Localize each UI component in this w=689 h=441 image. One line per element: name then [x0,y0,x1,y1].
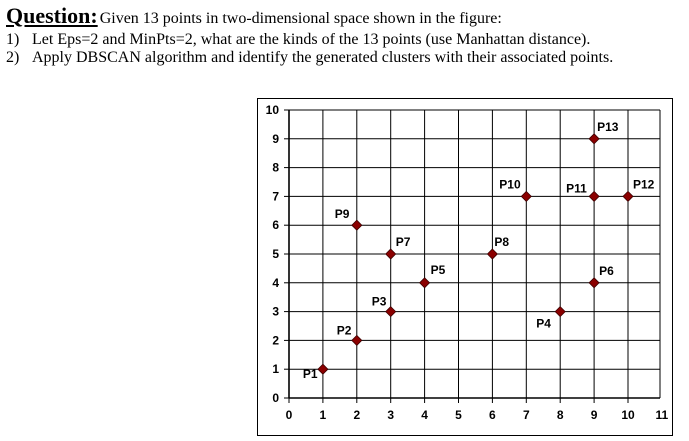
y-tick-label: 1 [272,362,279,377]
y-tick-label: 5 [272,247,279,261]
point-marker-p9 [352,220,362,230]
grid-lines [289,110,660,398]
point-marker-p5 [420,278,430,288]
point-marker-p4 [555,307,565,317]
y-tick-label: 8 [272,160,279,175]
y-tick-labels [266,103,280,405]
x-tick-label: 6 [489,408,496,422]
x-tick-label: 11 [655,408,669,422]
point-marker-p7 [386,249,396,259]
point-label-p7: P7 [395,235,411,249]
point-marker-p12 [623,191,633,201]
point-marker-p1 [318,364,328,374]
point-marker-p2 [352,335,362,345]
y-tick-label: 6 [272,218,279,233]
y-tick-label: 3 [272,304,279,319]
point-label-p6: P6 [599,263,614,278]
x-tick-label: 7 [522,408,530,422]
x-tick-label: 4 [421,408,428,422]
question-label: Question: [6,3,98,28]
point-label-p4: P4 [536,316,551,331]
point-marker-p3 [386,307,396,317]
item-number: 1) [6,31,20,48]
x-tick-label: 8 [556,408,564,422]
y-tick-label: 7 [272,189,279,204]
item-text: Apply DBSCAN algorithm and identify the generated clusters with their associated points. [32,49,614,66]
x-tick-label: 10 [621,408,635,422]
point-label-p9: P9 [334,207,350,222]
point-label-p8: P8 [494,235,510,249]
x-tick-labels [286,408,669,422]
x-tick-label: 9 [590,408,598,422]
point-marker-p10 [521,191,531,201]
point-label-p11: P11 [566,181,587,196]
item-text: Let Eps=2 and MinPts=2, what are the kinds of the 13 points (use Manhattan distance). [32,31,591,48]
x-tick-label: 0 [285,408,293,422]
point-label-p1: P1 [302,367,318,382]
y-tick-label: 0 [272,391,279,405]
x-tick-label: 1 [319,408,327,422]
point-label-p5: P5 [430,262,446,277]
point-marker-p13 [589,134,599,144]
item-number: 2) [6,49,20,66]
point-marker-p11 [589,191,599,201]
point-label-p10: P10 [499,177,521,192]
y-tick-label: 10 [265,103,279,117]
y-tick-label: 9 [272,131,279,146]
point-label-p3: P3 [371,294,387,309]
x-tick-label: 5 [455,408,462,422]
point-label-p13: P13 [597,119,619,134]
y-tick-label: 4 [272,275,279,290]
point-label-p2: P2 [336,323,352,338]
x-tick-label: 2 [353,408,361,422]
x-tick-label: 3 [387,408,395,422]
point-marker-p6 [589,278,599,288]
point-label-p12: P12 [633,177,655,192]
question-text: Given 13 points in two-dimensional space shown in the figure: [99,10,502,27]
axes [284,110,660,403]
y-tick-label: 2 [272,333,279,348]
point-marker-p8 [487,249,497,259]
